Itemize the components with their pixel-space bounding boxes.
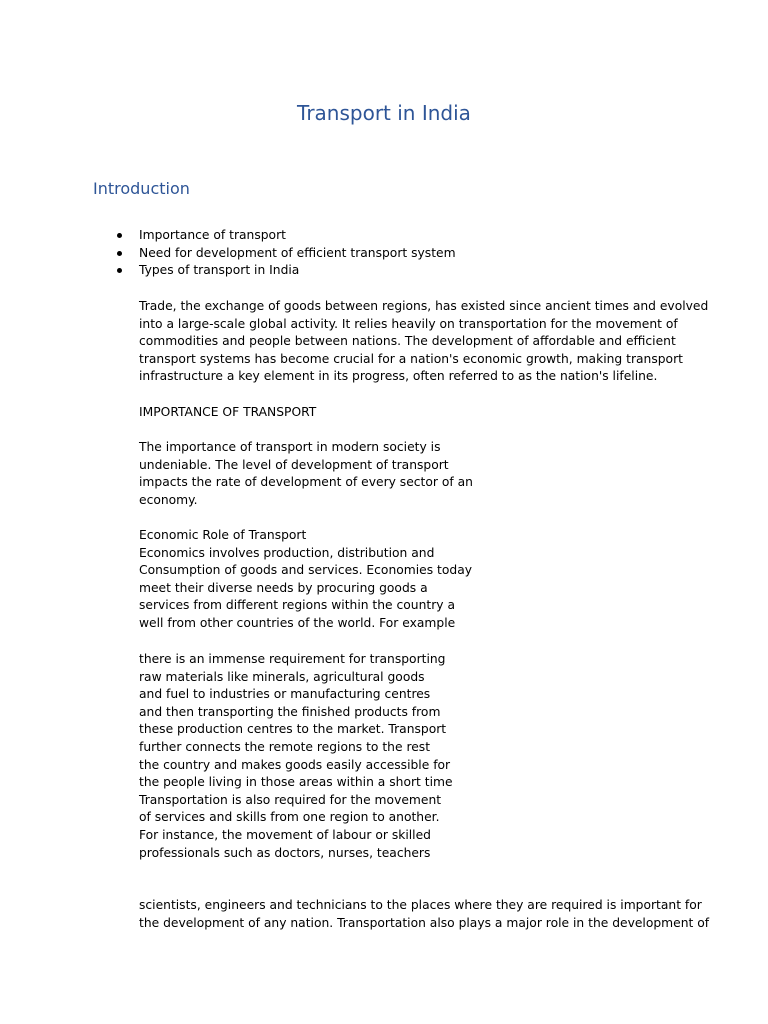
text-line: further connects the remote regions to the rest	[139, 739, 431, 754]
paragraph-scientists	[139, 897, 709, 932]
text-line: raw materials like minerals, agricultural goods	[139, 669, 425, 684]
text-line: Consumption of goods and services. Economies today	[139, 563, 473, 578]
text-line: these production centres to the market. Transport	[139, 722, 447, 737]
text-line: professionals such as doctors, nurses, teachers	[139, 845, 431, 860]
text-line: For instance, the movement of labour or skilled	[139, 827, 431, 842]
text-line: there is an immense requirement for transporting	[139, 652, 446, 666]
text-line: the country and makes goods easily accessible for	[139, 757, 451, 772]
text-line: and fuel to industries or manufacturing centres	[139, 687, 431, 702]
text-line: the development of any nation. Transportation also plays a major role in the development of	[139, 915, 710, 930]
text-line: and then transporting the finished products from	[139, 704, 441, 719]
paragraph-transport-requirement	[139, 651, 453, 862]
text-line: economy.	[139, 492, 198, 507]
text-line: meet their diverse needs by procuring goods a	[139, 580, 428, 595]
bullet-item: Need for development of efficient transport system	[139, 245, 456, 263]
text-line: undeniable. The level of development of transport	[139, 457, 449, 472]
text-line: the people living in those areas within a short time	[139, 775, 453, 790]
paragraph-trade	[139, 298, 708, 386]
paragraph-importance	[139, 439, 473, 509]
subheading-importance	[139, 404, 316, 422]
text-line: scientists, engineers and technicians to the places where they are required is important for	[139, 898, 702, 912]
text-line: of services and skills from one region to another.	[139, 810, 440, 825]
intro-bullet-list	[139, 227, 456, 280]
text-line: services from different regions within the country a	[139, 598, 455, 613]
text-line: into a large-scale global activity. It relies heavily on transportation for the movement of	[139, 316, 678, 331]
text-line: The importance of transport in modern society is	[139, 440, 441, 454]
text-line: well from other countries of the world. For example	[139, 615, 456, 630]
text-line: Transportation is also required for the movement	[139, 792, 442, 807]
text-line: infrastructure a key element in its progress, often referred to as the nation's lifeline.	[139, 369, 658, 384]
text-line: Economic Role of Transport	[139, 528, 307, 542]
text-line: Trade, the exchange of goods between regions, has existed since ancient times and evolved	[139, 299, 709, 313]
section-heading-introduction: Introduction	[93, 179, 190, 198]
document-title: Transport in India	[297, 101, 471, 125]
text-line: IMPORTANCE OF TRANSPORT	[139, 405, 317, 419]
text-line: Economics involves production, distribution and	[139, 545, 435, 560]
text-line: transport systems has become crucial for a nation's economic growth, making transport	[139, 351, 683, 366]
bullet-item: Importance of transport	[139, 227, 456, 245]
paragraph-economic-role	[139, 527, 472, 633]
text-line: commodities and people between nations. The development of affordable and efficient	[139, 334, 676, 349]
bullet-item: Types of transport in India	[139, 262, 456, 280]
text-line: impacts the rate of development of every sector of an	[139, 475, 473, 490]
